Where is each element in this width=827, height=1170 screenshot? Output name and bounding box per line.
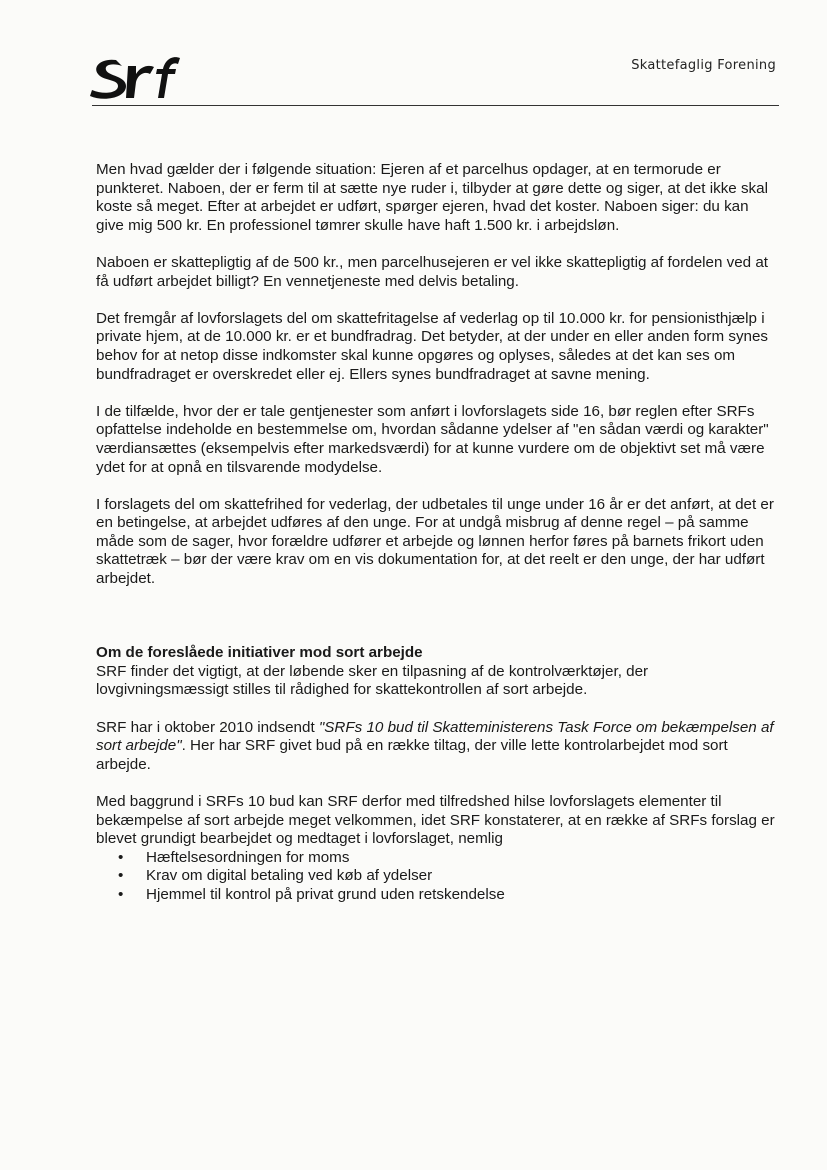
paragraph-7-start: SRF har i oktober 2010 indsendt	[96, 718, 319, 736]
paragraph-2: Naboen er skattepligtig af de 500 kr., men parcelhusejeren er vel ikke skattepligtig af fordelen ved at få udført arbejdet billigt? En vennetjeneste med delvis betaling.	[96, 253, 769, 290]
section-spacer	[96, 589, 776, 626]
paragraph-6: SRF finder det vigtigt, at der løbende sker en tilpasning af de kontrolværktøjer, der lovgivningsmæssigt stilles til rådighed for skattekontrollen af sort arbejde.	[96, 662, 649, 699]
section-spacer-2	[96, 626, 776, 645]
organization-name: Skattefaglig Forening	[631, 58, 776, 73]
section-heading: Om de foreslåede initiativer mod sort arbejde	[96, 644, 423, 662]
bullet-icon: •	[118, 885, 124, 903]
bullet-icon: •	[118, 848, 124, 866]
list-item-text: Hæftelsesordningen for moms	[146, 848, 350, 866]
list-item-text: Krav om digital betaling ved køb af ydelser	[146, 867, 433, 885]
paragraph-7	[96, 719, 776, 775]
paragraph-3: Det fremgår af lovforslagets del om skattefritagelse af vederlag op til 10.000 kr. for pensionisthjælp i private hjem, at de 10.000 kr. er et bundfradrag. Det betyder, at der under en eller anden form synes behov for at netop disse indkomster skal kunne opgøres og oplyses, således at det kan ses om bundfradraget er overskredet eller ej. Ellers synes bundfradraget at savne mening.	[96, 309, 769, 383]
paragraph-4: I de tilfælde, hvor der er tale gentjenester som anført i lovforslagets side 16, bør reglen efter SRFs opfattelse indeholde en bestemmelse om, hvordan sådanne ydelser af "en sådan værdi og karakter" værdiansættes (eksempelvis efter markedsværdi) for at kunne vurdere om de objektivt set må være ydet for at opnå en tilsvarende modydelse.	[96, 402, 769, 476]
paragraph-1: Men hvad gælder der i følgende situation: Ejeren af et parcelhus opdager, at en termorude er punkteret. Naboen, der er ferm til at sætte nye ruder i, tilbyder at gøre dette og siger, at det ikke skal koste så meget. Efter at arbejdet er udført, spørger ejeren, hvad det koster. Naboen siger: du kan give mig 500 kr. En professionel tømrer skulle have haft 1.500 kr. i arbejdsløn.	[96, 161, 768, 234]
list-item	[96, 886, 776, 905]
list-item-text: Hjemmel til kontrol på privat grund uden retskendelse	[146, 885, 505, 903]
paragraph-7-italic-title: "SRFs 10 bud til Skatteministerens Task Force om bekæmpelsen af sort arbejde"	[96, 718, 774, 755]
srf-logo-icon	[88, 52, 180, 102]
header-divider	[92, 105, 779, 106]
paragraph-5: I forslagets del om skattefrihed for vederlag, der udbetales til unge under 16 år er det anført, at det er en betingelse, at arbejdet udføres af den unge. For at undgå misbrug af denne regel – på samme måde som de sager, hvor forældre udfører et arbejde og lønnen herfor føres på barnets frikort uden skattetræk – bør der være krav om en vis dokumentation for, at det reelt er den unge, der har udført arbejdet.	[96, 495, 774, 588]
list-item	[96, 867, 776, 886]
page-header	[88, 48, 780, 108]
paragraph-7-end: . Her har SRF givet bud på en række tiltag, der ville lette kontrolarbejdet mod sort arbejde.	[96, 737, 728, 773]
bullet-list	[96, 849, 776, 905]
bullet-icon: •	[118, 867, 124, 885]
list-item	[96, 849, 776, 868]
paragraph-8: Med baggrund i SRFs 10 bud kan SRF derfor med tilfredshed hilse lovforslagets elementer til bekæmpelse af sort arbejde meget velkommen, idet SRF konstaterer, at en række af SRFs forslag er blevet grundigt bearbejdet og medtaget i lovforslaget, nemlig	[96, 793, 775, 848]
document-body	[96, 161, 776, 905]
